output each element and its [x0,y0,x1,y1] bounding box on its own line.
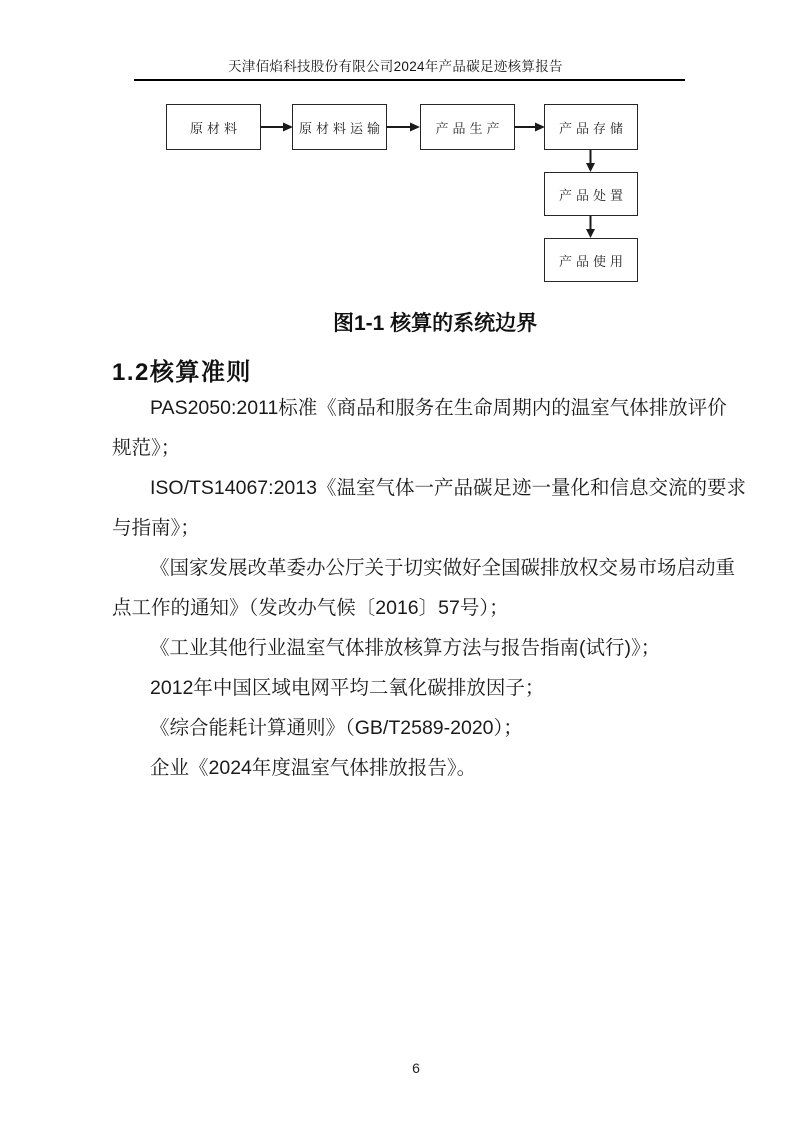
paragraph-line: 点工作的通知》（发改办气候〔2016〕57号）； [112,597,509,619]
flow-node-product-production: 产品生产 [420,104,515,150]
figure-caption: 图1-1 核算的系统边界 [333,312,538,335]
paragraph-line: 2012年中国区域电网平均二氧化碳排放因子； [150,677,545,699]
flow-node-raw-material-transport: 原材料运输 [292,104,387,150]
paragraph-line: ISO/TS14067:2013《温室气体一产品碳足迹一量化和信息交流的要求 [150,477,746,499]
paragraph-line: 与指南》； [112,517,200,539]
paragraph-line: 企业《2024年度温室气体排放报告》。 [150,757,477,779]
page-number: 6 [412,1060,420,1076]
paragraph-line: PAS2050:2011标准《商品和服务在生命周期内的温室气体排放评价 [150,397,727,419]
flow-node-product-use: 产品使用 [544,238,638,282]
paragraph-line: 《国家发展改革委办公厅关于切实做好全国碳排放权交易市场启动重 [150,557,736,579]
paragraph-line: 《综合能耗计算通则》（GB/T2589-2020）； [150,717,523,739]
header-title: 天津佰焰科技股份有限公司2024年产品碳足迹核算报告 [228,59,563,74]
flow-node-product-storage: 产品存储 [544,104,638,150]
flow-node-product-disposal: 产品处置 [544,172,638,216]
section-body [112,388,752,788]
header-rule [134,79,685,81]
paragraph-line: 规范》； [112,437,181,459]
flow-arrows [150,90,660,300]
section-heading: 1.2核算准则 [112,359,252,386]
flow-node-raw-material: 原材料 [166,104,261,150]
paragraph-line: 《工业其他行业温室气体排放核算方法与报告指南(试行)》； [150,637,661,659]
